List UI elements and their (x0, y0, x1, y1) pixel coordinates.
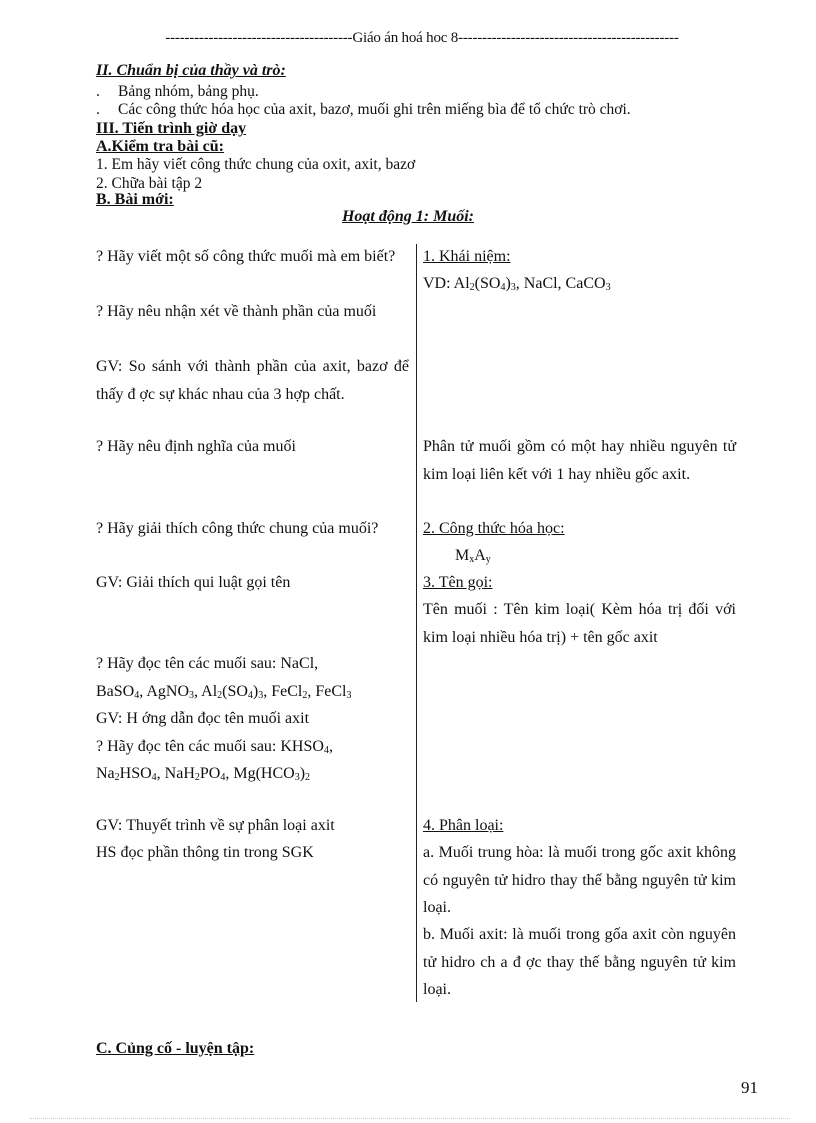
page-header: ---------------------------------------Giáo án hoá hoc 8---------------------------------------------- (165, 30, 679, 46)
left-q3: ? Hãy nêu định nghĩa của muối (96, 438, 296, 455)
left-gv3: GV: H ớng dẫn đọc tên muối axit (96, 710, 310, 727)
left-gv2: GV: Giải thích qui luật gọi tên (96, 574, 291, 591)
prep-item-1-text: Bảng nhóm, bảng phụ. (118, 83, 259, 100)
section-b-title: B. Bài mới: (96, 191, 174, 208)
left-q1: ? Hãy viết một số công thức muối mà em biết? (96, 248, 396, 265)
right-vd: VD: $Al_2(SO_4)_3$, NaCl, CaCO$_3$ (423, 275, 611, 293)
section-c-title: C. Củng cố - luyện tập: (96, 1040, 255, 1057)
activity-title: Hoạt động 1: Muối: (341, 208, 474, 225)
right-formula: $M_xA_y$ (455, 547, 491, 565)
prep-item-2: . Các công thức hóa học của axit, bazơ, muối ghi trên miếng bìa để tổ chức trò chơi. (96, 101, 631, 118)
section-2-title: II. Chuẩn bị của thầy và trò: (96, 62, 286, 79)
left-q5a: ? Hãy đọc tên các muối sau: NaCl, (96, 655, 319, 672)
left-q6b: $Na_2HSO_4$, $NaH_2PO_4$, $Mg(HCO_3)_2$ (96, 765, 311, 783)
section-a-title: A.Kiểm tra bài cũ: (96, 138, 224, 155)
section-3-title: III. Tiến trình giờ dạy (96, 120, 247, 137)
left-q6a: ? Hãy đọc tên các muối sau: $KHSO_4$, (96, 738, 333, 756)
right-h4: 4. Phân loại: (423, 817, 504, 834)
right-name-rule: Tên muối : Tên kim loại( Kèm hóa trị đối với kim loại nhiều hóa trị) + tên gốc axit (423, 601, 736, 646)
left-q2: ? Hãy nêu nhận xét về thành phần của muối (96, 303, 377, 320)
prep-item-1: . Bảng nhóm, bảng phụ. (96, 83, 259, 100)
right-h2: 2. Công thức hóa học: (423, 520, 565, 537)
right-definition: Phân tử muối gồm có một hay nhiều nguyên tử kim loại liên kết với 1 hay nhiều gốc axit. (423, 438, 736, 483)
right-h1: 1. Khái niệm: (423, 248, 511, 265)
left-gv4: GV: Thuyết trình về sự phân loại axit (96, 817, 335, 834)
review-item-2: 2. Chữa bài tập 2 (96, 175, 203, 192)
table-divider (416, 244, 417, 1002)
footer-rule (30, 1118, 790, 1119)
review-item-1: 1. Em hãy viết công thức chung của oxit, axit, bazơ (96, 156, 416, 173)
prep-item-2-text: Các công thức hóa học của axit, bazơ, muối ghi trên miếng bìa để tổ chức trò chơi. (118, 101, 631, 118)
left-q4: ? Hãy giải thích công thức chung của muối? (96, 520, 379, 537)
left-gv1: GV: So sánh với thành phần của axit, bazơ để thấy đ ợc sự khác nhau của 3 hợp chất. (96, 358, 409, 403)
page-number: 91 (741, 1078, 758, 1097)
right-neutral-salt: a. Muối trung hòa: là muối trong gốc axit không có nguyên tử hidro thay thế bằng nguyên tử kim loại. (423, 844, 736, 916)
right-acid-salt: b. Muối axit: là muối trong gốa axit còn nguyên tử hidro ch a đ ợc thay thế bằng nguyên tử kim loại. (423, 926, 736, 998)
right-h3: 3. Tên gọi: (423, 574, 493, 591)
left-q5b: BaSO$_4$, AgNO$_3$, $Al_2(SO_4)_3$, FeCl$_2$, FeCl$_3$ (96, 683, 352, 701)
left-hs1: HS đọc phần thông tin trong SGK (96, 844, 314, 861)
